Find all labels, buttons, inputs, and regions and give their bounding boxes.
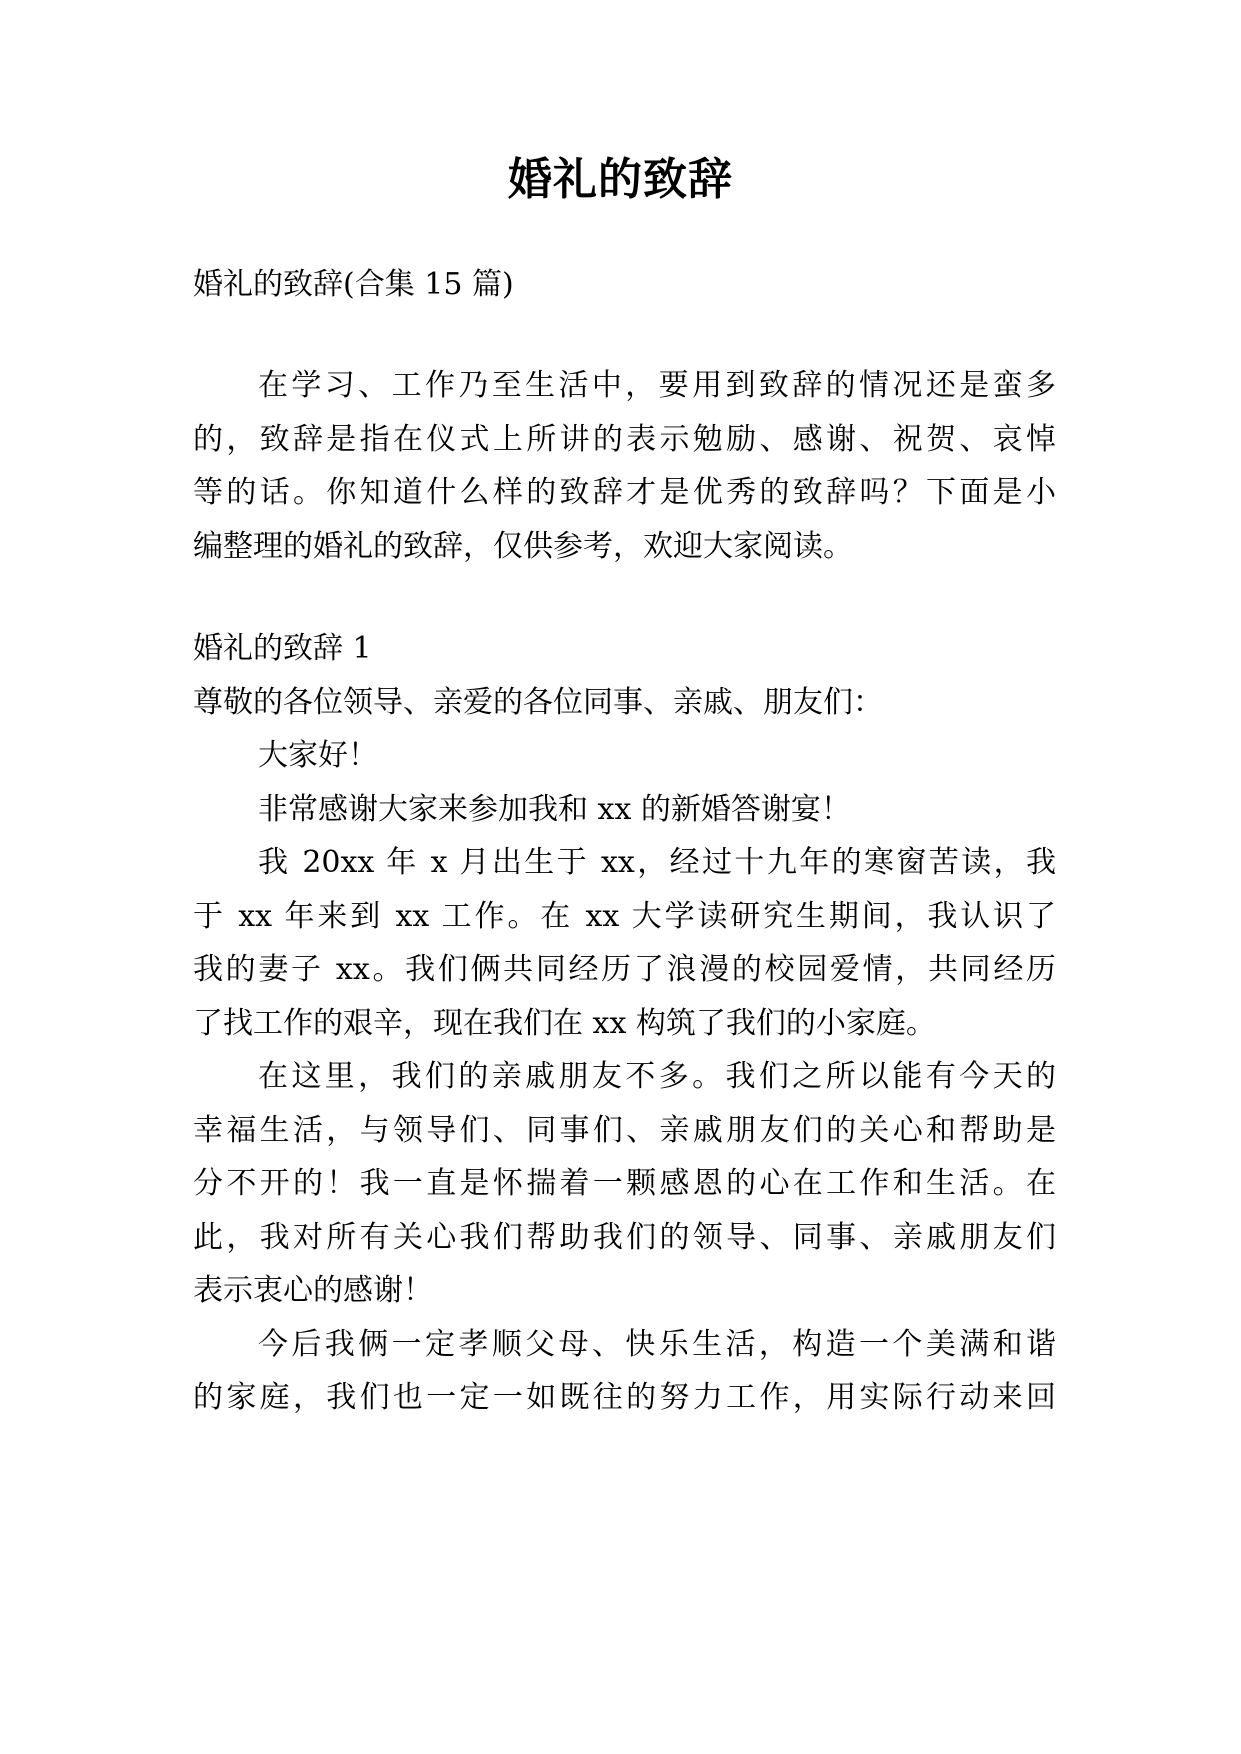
paragraph-line: 我 20xx 年 x 月出生于 xx，经过十九年的寒窗苦读，我: [258, 845, 1056, 880]
paragraph-line: 幸福生活，与领导们、同事们、亲戚朋友们的关心和帮助是: [193, 1113, 1056, 1148]
section-heading: 婚礼的致辞 1: [193, 631, 372, 666]
document-title: 婚礼的致辞: [508, 154, 733, 205]
paragraph-line: 的家庭，我们也一定一如既往的努力工作，用实际行动来回: [193, 1380, 1056, 1415]
paragraph-line: 我的妻子 xx。我们俩共同经历了浪漫的校园爱情，共同经历: [193, 952, 1056, 987]
salutation: 尊敬的各位领导、亲爱的各位同事、亲戚、朋友们：: [193, 685, 883, 720]
intro-line: 编整理的婚礼的致辞，仅供参考，欢迎大家阅读。: [193, 529, 853, 564]
document-subtitle: 婚礼的致辞(合集 15 篇): [193, 267, 514, 302]
paragraph-line: 今后我俩一定孝顺父母、快乐生活，构造一个美满和谐: [258, 1327, 1056, 1362]
thanks-line: 非常感谢大家来参加我和 xx 的新婚答谢宴！: [258, 792, 851, 827]
paragraph-line: 分不开的！我一直是怀揣着一颗感恩的心在工作和生活。在: [193, 1166, 1056, 1201]
greeting: 大家好！: [258, 738, 378, 773]
intro-line: 等的话。你知道什么样的致辞才是优秀的致辞吗？下面是小: [193, 475, 1056, 510]
intro-line: 在学习、工作乃至生活中，要用到致辞的情况还是蛮多: [258, 368, 1056, 403]
intro-line: 的，致辞是指在仪式上所讲的表示勉励、感谢、祝贺、哀悼: [193, 422, 1056, 457]
paragraph-line: 于 xx 年来到 xx 工作。在 xx 大学读研究生期间，我认识了: [193, 899, 1056, 934]
paragraph-line: 表示衷心的感谢！: [193, 1273, 433, 1308]
paragraph-line: 此，我对所有关心我们帮助我们的领导、同事、亲戚朋友们: [193, 1220, 1056, 1255]
paragraph-line: 了找工作的艰辛，现在我们在 xx 构筑了我们的小家庭。: [193, 1006, 936, 1041]
paragraph-line: 在这里，我们的亲戚朋友不多。我们之所以能有今天的: [258, 1059, 1056, 1094]
